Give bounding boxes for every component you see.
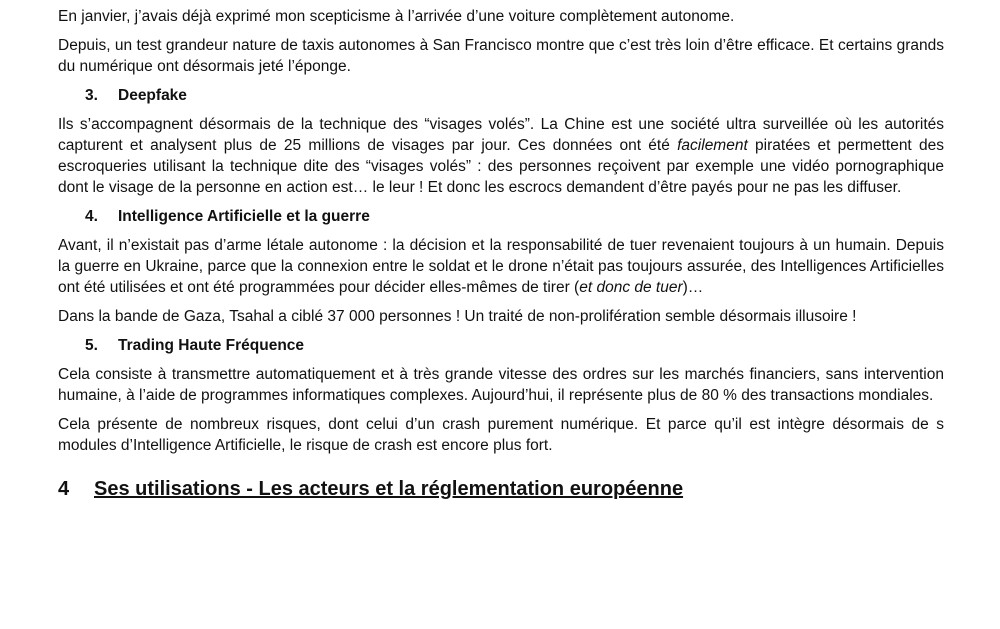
text-run: piratées et permettent des escroqueries utilisant la technique dite des “visages volés” : des personnes reçoivent par exemple une vidéo pornographique dont le visage de la personne en action est… le leur ! Et donc les escrocs demandent d’être payés pour ne pas les diffuser. [58, 137, 945, 196]
paragraph-deepfake [58, 114, 944, 198]
heading-number: 5. [85, 337, 98, 354]
text-run: Ils s’accompagnent désormais de la technique des “visages volés”. La Chine est une société ultra surveillée où les autorités capturent et analysent plus de 25 millions de visages par jour. Ces données ont été [58, 116, 944, 154]
heading-ai-war [85, 206, 944, 227]
paragraph-san-francisco: Depuis, un test grandeur nature de taxis autonomes à San Francisco montre que c’est très loin d’être efficace. Et certains grands du numérique ont désormais jeté l’éponge. [58, 37, 944, 75]
paragraph-autonomous-car: En janvier, j’avais déjà exprimé mon scepticisme à l’arrivée d’une voiture complètement autonome. [58, 8, 735, 25]
paragraph-gaza: Dans la bande de Gaza, Tsahal a ciblé 37 000 personnes ! Un traité de non-prolifération semble désormais illusoire ! [58, 308, 857, 325]
heading-title: Deepfake [118, 87, 187, 104]
heading-deepfake [85, 85, 944, 106]
section-heading [58, 476, 944, 502]
section-title: Ses utilisations - Les acteurs et la réglementation européenne [94, 478, 684, 500]
italic-run: facilement [677, 137, 748, 154]
heading-hft [85, 335, 944, 356]
paragraph-ai-war [58, 235, 944, 298]
paragraph-hft: Cela consiste à transmettre automatiquement et à très grande vitesse des ordres sur les marchés financiers, sans intervention humaine, à l’aide de programmes informatiques complexes. Aujourd’hui, il représente plus de 80 % des transactions mondiales. [58, 366, 944, 404]
heading-number: 3. [85, 87, 98, 104]
document-page [58, 0, 944, 502]
text-run: )… [682, 279, 704, 296]
heading-number: 4. [85, 208, 98, 225]
heading-title: Intelligence Artificielle et la guerre [118, 208, 370, 225]
heading-title: Trading Haute Fréquence [118, 337, 305, 354]
italic-run: et donc de tuer [579, 279, 683, 296]
section-number: 4 [58, 478, 70, 500]
paragraph-crash-risk: Cela présente de nombreux risques, dont celui d’un crash purement numérique. Et parce qu’il est intègre désormais de s modules d’Intelligence Artificielle, le risque de crash est encore plus fort. [58, 416, 944, 454]
text-run: Avant, il n’existait pas d’arme létale autonome : la décision et la responsabilité de tuer revenaient toujours à un humain. Depuis la guerre en Ukraine, parce que la connexion entre le soldat et le drone n’était pas toujours assurée, des Intelligences Artificielles ont été utilisées et ont été programmées pour décider elles-mêmes de tirer ( [58, 237, 944, 296]
